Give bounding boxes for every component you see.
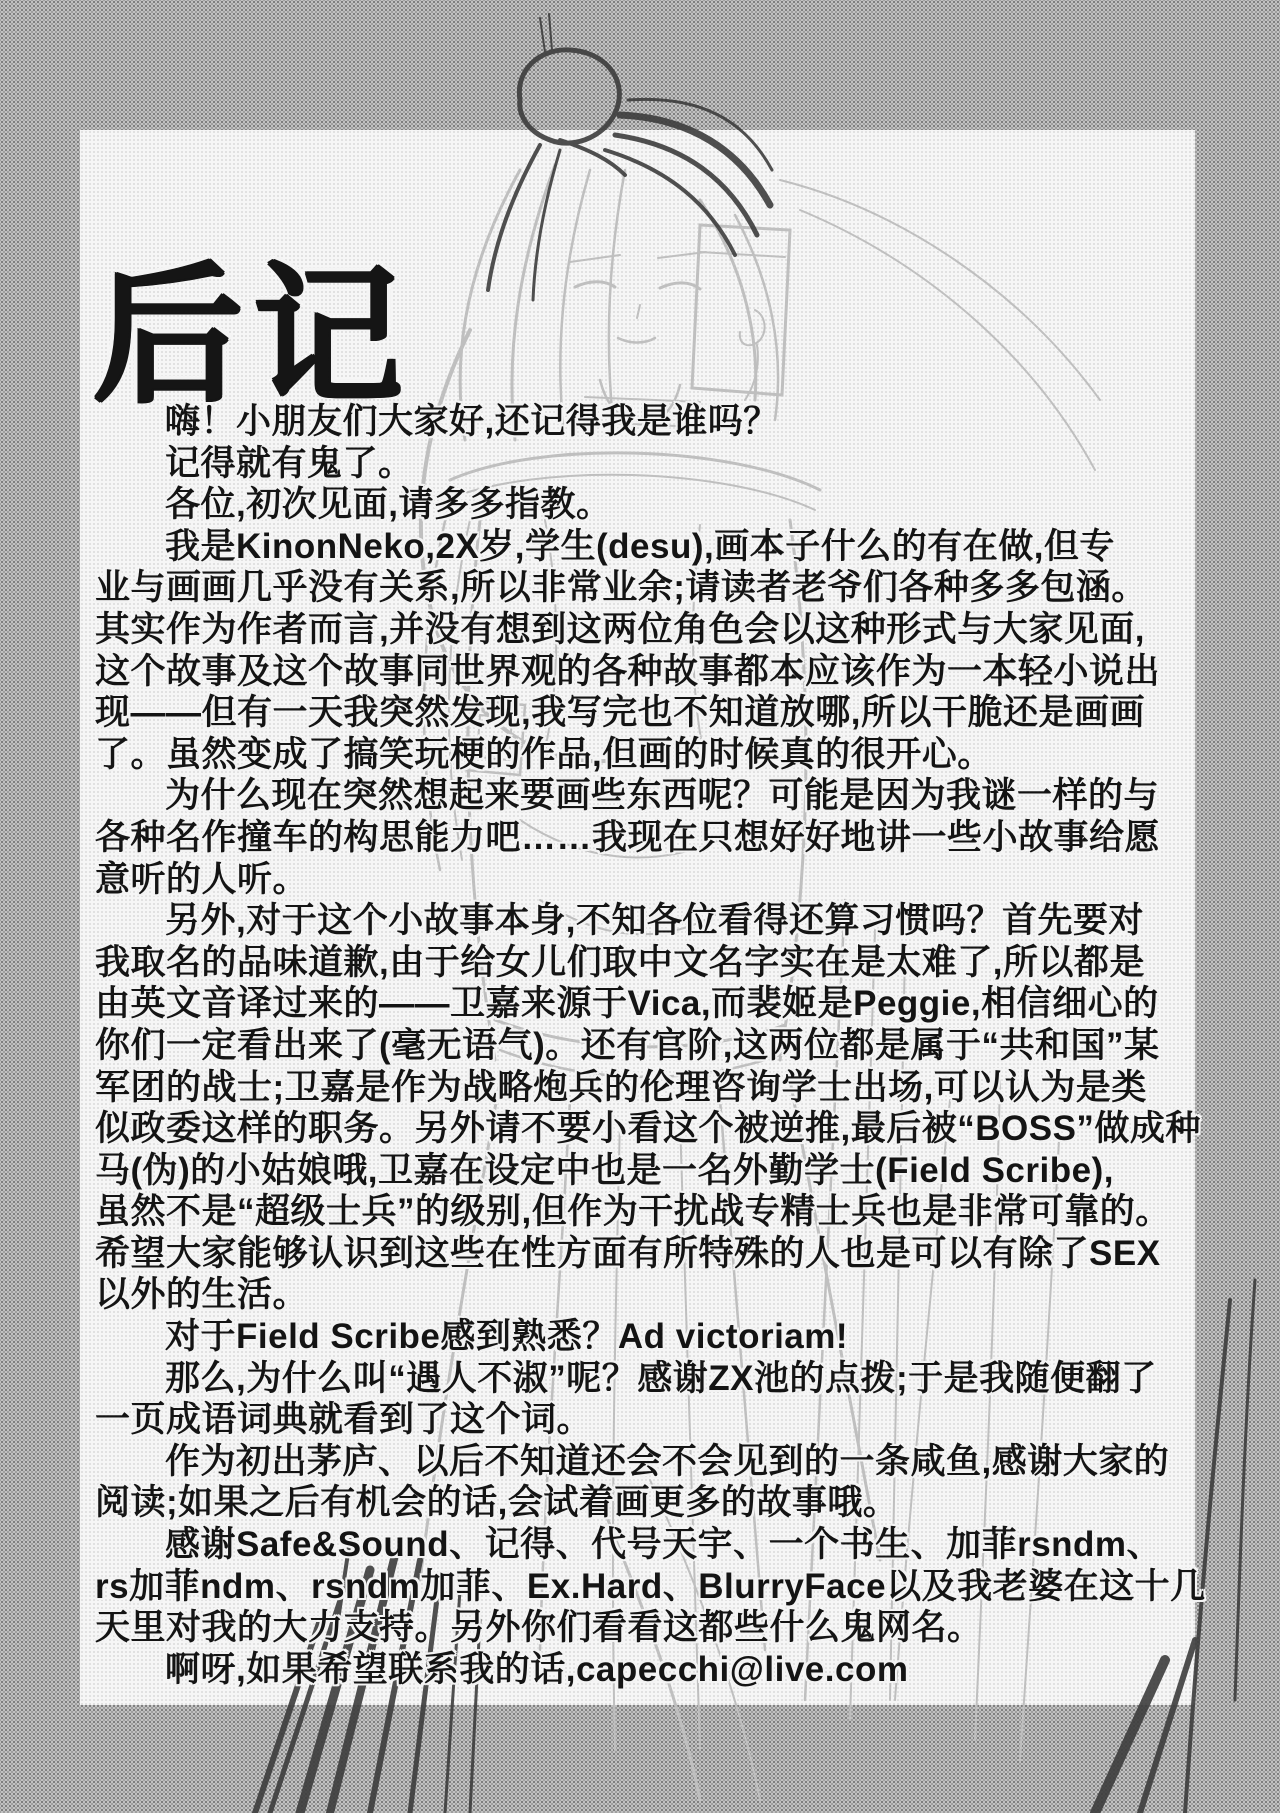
text-line: rs加菲ndm、rsndm加菲、Ex.Hard、BlurryFace以及我老婆在这十几 <box>95 1566 1206 1606</box>
text-line: 以外的生活。 <box>95 1275 309 1315</box>
text-line: 一页成语词典就看到了这个词。 <box>95 1400 593 1440</box>
text-line: 各种名作撞车的构思能力吧……我现在只想好好地讲一些小故事给愿 <box>95 817 1161 857</box>
text-line: 阅读;如果之后有机会的话,会试着画更多的故事哦。 <box>95 1483 899 1523</box>
text-line: 作为初出茅庐、以后不知道还会不会见到的一条咸鱼,感谢大家的 <box>165 1441 1170 1481</box>
page-title: 后记 <box>92 250 413 419</box>
text-line: 这个故事及这个故事同世界观的各种故事都本应该作为一本轻小说出 <box>95 651 1161 691</box>
text-line: 各位,初次见面,请多多指教。 <box>165 485 612 525</box>
text-line: 你们一定看出来了(毫无语气)。还有官阶,这两位都是属于“共和国”某 <box>95 1025 1160 1065</box>
text-line: 业与画画几乎没有关系,所以非常业余;请读者老爷们各种多多包涵。 <box>95 568 1147 608</box>
text-line: 现——但有一天我突然发现,我写完也不知道放哪,所以干脆还是画画 <box>95 693 1145 733</box>
text-line: 虽然不是“超级士兵”的级别,但作为干扰战专精士兵也是非常可靠的。 <box>95 1192 1171 1232</box>
text-line: 其实作为作者而言,并没有想到这两位角色会以这种形式与大家见面, <box>95 609 1145 649</box>
text-line: 嗨！小朋友们大家好,还记得我是谁吗？ <box>165 402 779 441</box>
text-line: 感谢Safe&Sound、记得、代号天宇、一个书生、加菲rsndm、 <box>165 1525 1163 1565</box>
text-line: 对于Field Scribe感到熟悉？Ad victoriam! <box>165 1317 849 1357</box>
text-line: 意听的人听。 <box>95 859 309 899</box>
text-line: 天里对我的大力支持。另外你们看看这都些什么鬼网名。 <box>95 1608 983 1648</box>
text-line: 由英文音译过来的——卫嘉来源于Vica,而裴姬是Peggie,相信细心的 <box>95 984 1159 1024</box>
text-line: 马(伪)的小姑娘哦,卫嘉在设定中也是一名外勤学士(Field Scribe), <box>95 1150 1114 1190</box>
text-line: 另外,对于这个小故事本身,不知各位看得还算习惯吗？首先要对 <box>165 901 1144 941</box>
text-line: 那么,为什么叫“遇人不淑”呢？感谢ZX池的点拨;于是我随便翻了 <box>165 1358 1157 1398</box>
text-line: 了。虽然变成了搞笑玩梗的作品,但画的时候真的很开心。 <box>95 734 993 774</box>
text-line: 希望大家能够认识到这些在性方面有所特殊的人也是可以有除了SEX <box>95 1233 1161 1273</box>
afterword-text <box>95 401 1206 1690</box>
text-line: 我取名的品味道歉,由于给女儿们取中文名字实在是太难了,所以都是 <box>95 942 1145 982</box>
text-line: 军团的战士;卫嘉是作为战略炮兵的伦理咨询学士出场,可以认为是类 <box>95 1067 1147 1107</box>
text-line: 我是KinonNeko,2X岁,学生(desu),画本子什么的有在做,但专 <box>165 526 1115 566</box>
text-line: 似政委这样的职务。另外请不要小看这个被逆推,最后被“BOSS”做成种 <box>95 1109 1201 1149</box>
text-line: 记得就有鬼了。 <box>165 443 414 483</box>
text-line: 啊呀,如果希望联系我的话,capecchi@live.com <box>165 1649 909 1689</box>
text-line: 为什么现在突然想起来要画些东西呢？可能是因为我谜一样的与 <box>165 776 1160 816</box>
